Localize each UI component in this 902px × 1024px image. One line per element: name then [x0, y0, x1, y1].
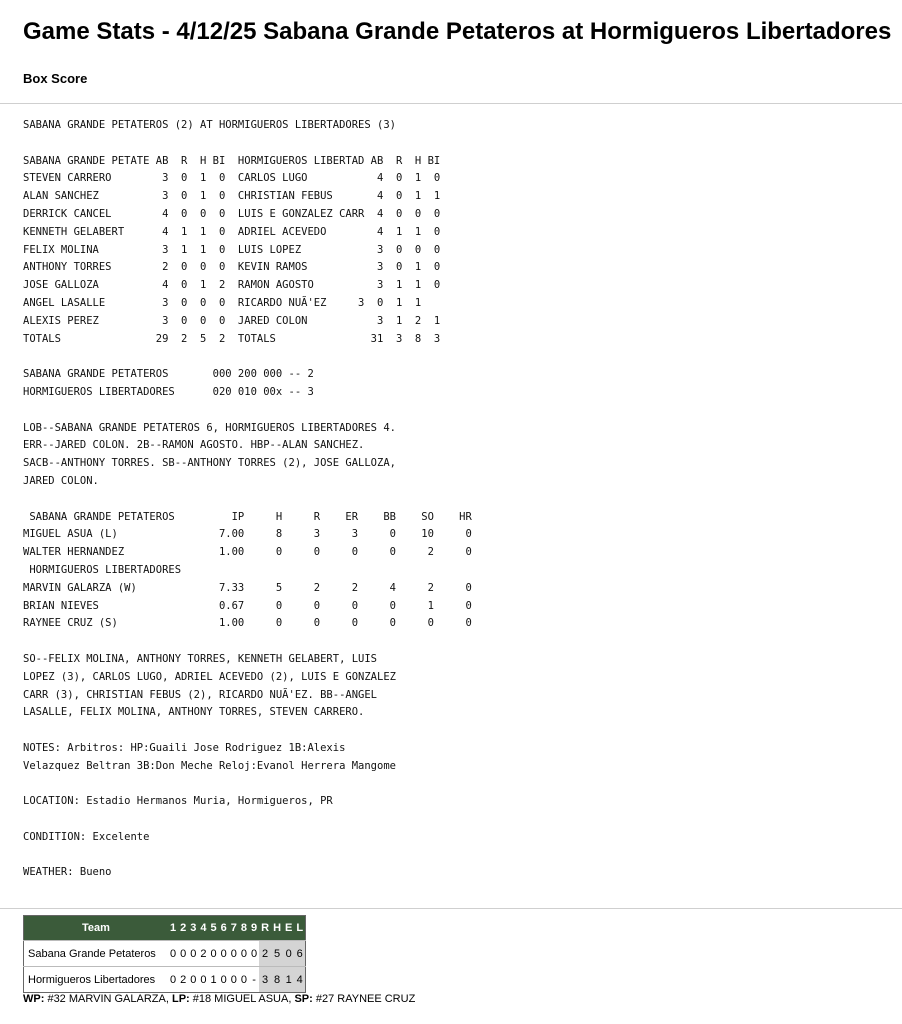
- winning-pitcher-label: WP:: [23, 993, 45, 1005]
- linescore-header-team: Team: [24, 916, 169, 941]
- divider-bottom: [0, 908, 902, 909]
- linescore-header-inning: 6: [219, 916, 229, 941]
- box-score-line: TOTALS 29 2 5 2 TOTALS 31 3 8 3: [23, 332, 441, 345]
- linescore-errors-cell: 0: [283, 941, 294, 967]
- box-score-line: LOPEZ (3), CARLOS LUGO, ADRIEL ACEVEDO (2), LUIS E GONZALEZ: [23, 670, 396, 683]
- linescore-row-home: [24, 967, 306, 993]
- box-score-line: DERRICK CANCEL 4 0 0 0 LUIS E GONZALEZ CARR 4 0 0 0: [23, 207, 441, 220]
- winning-pitcher: #32 MARVIN GALARZA,: [44, 993, 172, 1005]
- linescore-errors-cell: 1: [283, 967, 294, 993]
- linescore-inning-cell: 0: [219, 941, 229, 967]
- linescore-header-hits: H: [271, 916, 283, 941]
- box-score-line: ANTHONY TORRES 2 0 0 0 KEVIN RAMOS 3 0 1 0: [23, 261, 441, 274]
- linescore-inning-cell: 0: [249, 941, 259, 967]
- divider-top: [0, 103, 902, 104]
- losing-pitcher: #18 MIGUEL ASUA,: [189, 993, 295, 1005]
- save-pitcher: #27 RAYNEE CRUZ: [312, 993, 416, 1005]
- save-pitcher-label: SP:: [294, 993, 313, 1005]
- linescore-lob-cell: 6: [294, 941, 305, 967]
- linescore-header-row: [24, 916, 306, 941]
- box-score-line: HORMIGUEROS LIBERTADORES: [23, 563, 182, 576]
- box-score-line: WALTER HERNANDEZ 1.00 0 0 0 0 2 0: [23, 546, 472, 559]
- box-score-line: NOTES: Arbitros: HP:Guaili Jose Rodriguez 1B:Alexis: [23, 741, 346, 754]
- linescore-team-name: Hormigueros Libertadores: [24, 967, 169, 993]
- linescore-inning-cell: 0: [229, 941, 239, 967]
- box-score-line: FELIX MOLINA 3 1 1 0 LUIS LOPEZ 3 0 0 0: [23, 243, 441, 256]
- linescore-inning-cell: 0: [239, 941, 249, 967]
- page-title: Game Stats - 4/12/25 Sabana Grande Petateros at Hormigueros Libertadores: [23, 18, 892, 45]
- linescore-lob-cell: 4: [294, 967, 305, 993]
- box-score-line: STEVEN CARRERO 3 0 1 0 CARLOS LUGO 4 0 1 0: [23, 172, 441, 185]
- box-score-heading: Box Score: [23, 71, 88, 86]
- box-score-line: ANGEL LASALLE 3 0 0 0 RICARDO NUÃ'EZ 3 0 1 1: [23, 296, 422, 309]
- losing-pitcher-label: LP:: [171, 993, 190, 1005]
- box-score-line: Velazquez Beltran 3B:Don Meche Reloj:Evanol Herrera Mangome: [23, 759, 396, 772]
- box-score-line: MARVIN GALARZA (W) 7.33 5 2 2 4 2 0: [23, 581, 472, 594]
- linescore-table: [23, 915, 306, 993]
- box-score-line: ERR--JARED COLON. 2B--RAMON AGOSTO. HBP--ALAN SANCHEZ.: [23, 439, 365, 452]
- linescore-inning-cell: 0: [229, 967, 239, 993]
- linescore-hits-cell: 8: [271, 967, 283, 993]
- linescore-header-inning: 4: [198, 916, 208, 941]
- linescore-header-inning: 3: [188, 916, 198, 941]
- linescore-inning-cell: 1: [209, 967, 219, 993]
- linescore-header-errors: E: [283, 916, 294, 941]
- box-score-line: CONDITION: Excelente: [23, 830, 150, 843]
- box-score-line: ALEXIS PEREZ 3 0 0 0 JARED COLON 3 1 2 1: [23, 314, 441, 327]
- linescore-team-name: Sabana Grande Petateros: [24, 941, 169, 967]
- linescore-header-lob: L: [294, 916, 305, 941]
- linescore-inning-cell: 0: [188, 941, 198, 967]
- linescore-inning-cell: 2: [178, 967, 188, 993]
- box-score-line: SACB--ANTHONY TORRES. SB--ANTHONY TORRES (2), JOSE GALLOZA,: [23, 457, 396, 470]
- box-score-line: JARED COLON.: [23, 474, 99, 487]
- box-score-line: LASALLE, FELIX MOLINA, ANTHONY TORRES, STEVEN CARRERO.: [23, 706, 365, 719]
- box-score-line: BRIAN NIEVES 0.67 0 0 0 0 1 0: [23, 599, 472, 612]
- linescore-inning-cell: 0: [188, 967, 198, 993]
- box-score-line: SABANA GRANDE PETATEROS (2) AT HORMIGUEROS LIBERTADORES (3): [23, 119, 396, 131]
- linescore-inning-cell: -: [249, 967, 259, 993]
- linescore-inning-cell: 0: [219, 967, 229, 993]
- linescore-runs-cell: 2: [259, 941, 271, 967]
- box-score-line: JOSE GALLOZA 4 0 1 2 RAMON AGOSTO 3 1 1 0: [23, 279, 441, 292]
- linescore-hits-cell: 5: [271, 941, 283, 967]
- box-score-line: ALAN SANCHEZ 3 0 1 0 CHRISTIAN FEBUS 4 0 1 1: [23, 190, 441, 203]
- box-score-line: RAYNEE CRUZ (S) 1.00 0 0 0 0 0 0: [23, 617, 472, 630]
- linescore-header-inning: 1: [168, 916, 178, 941]
- linescore-header-inning: 9: [249, 916, 259, 941]
- linescore-header-inning: 7: [229, 916, 239, 941]
- box-score-line: SABANA GRANDE PETATEROS IP H R ER BB SO HR: [23, 510, 472, 523]
- linescore-row-away: [24, 941, 306, 967]
- linescore-header-runs: R: [259, 916, 271, 941]
- box-score-line: SABANA GRANDE PETATEROS 000 200 000 -- 2: [23, 368, 314, 381]
- box-score-line: LOB--SABANA GRANDE PETATEROS 6, HORMIGUEROS LIBERTADORES 4.: [23, 421, 396, 434]
- linescore-inning-cell: 0: [198, 967, 208, 993]
- box-score-line: MIGUEL ASUA (L) 7.00 8 3 3 0 10 0: [23, 528, 472, 541]
- box-score-line: KENNETH GELABERT 4 1 1 0 ADRIEL ACEVEDO 4 1 1 0: [23, 225, 441, 238]
- linescore-inning-cell: 2: [198, 941, 208, 967]
- box-score-line: LOCATION: Estadio Hermanos Muria, Hormigueros, PR: [23, 795, 333, 808]
- box-score-text: [23, 117, 472, 882]
- linescore-header-inning: 8: [239, 916, 249, 941]
- linescore-header-inning: 5: [209, 916, 219, 941]
- linescore-header-inning: 2: [178, 916, 188, 941]
- linescore-inning-cell: 0: [168, 941, 178, 967]
- pitcher-decisions: [23, 993, 415, 1005]
- linescore-inning-cell: 0: [209, 941, 219, 967]
- linescore-inning-cell: 0: [168, 967, 178, 993]
- linescore-inning-cell: 0: [178, 941, 188, 967]
- linescore-inning-cell: 0: [239, 967, 249, 993]
- box-score-line: SO--FELIX MOLINA, ANTHONY TORRES, KENNETH GELABERT, LUIS: [23, 652, 378, 665]
- box-score-line: HORMIGUEROS LIBERTADORES 020 010 00x -- 3: [23, 385, 314, 398]
- box-score-line: SABANA GRANDE PETATE AB R H BI HORMIGUEROS LIBERTAD AB R H BI: [23, 154, 441, 167]
- linescore-runs-cell: 3: [259, 967, 271, 993]
- box-score-line: WEATHER: Bueno: [23, 866, 112, 879]
- box-score-line: CARR (3), CHRISTIAN FEBUS (2), RICARDO NUÃ'EZ. BB--ANGEL: [23, 688, 378, 701]
